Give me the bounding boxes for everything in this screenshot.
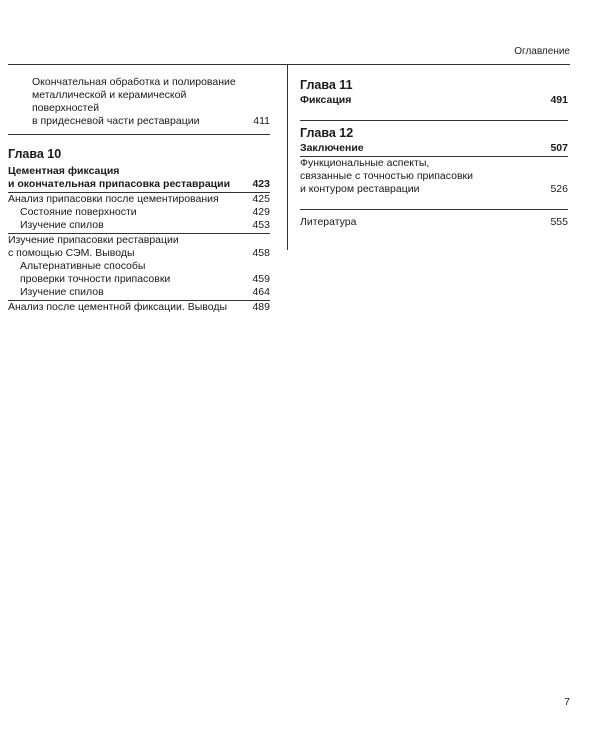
toc-entry-line: Альтернативные способы — [20, 260, 146, 272]
toc-page: 453 — [252, 219, 270, 231]
toc-page: 459 — [252, 273, 270, 285]
toc-page: 429 — [252, 206, 270, 218]
toc-entry-line: в придесневой части реставрации — [32, 115, 200, 127]
chapter-10-label: Глава 10 — [8, 147, 62, 161]
toc-entry-line: Изучение спилов — [20, 219, 104, 231]
toc-entry[interactable] — [8, 286, 270, 299]
toc-entry[interactable] — [8, 260, 270, 286]
toc-entry-line: Функциональные аспекты, — [300, 157, 430, 169]
chapter-title-line: и окончательная припасовка реставрации — [8, 178, 231, 190]
toc-page: 555 — [550, 216, 568, 228]
literature-title: Литература — [300, 216, 357, 228]
toc-entry[interactable] — [8, 206, 270, 219]
chapter-title-line: Цементная фиксация — [8, 165, 120, 177]
toc-entry-line: Изучение припасовки реставрации — [8, 234, 179, 246]
toc-page: 507 — [550, 142, 568, 154]
toc-entry-line: связанные с точностью припасовки — [300, 170, 474, 182]
toc-entry-line: Состояние поверхности — [20, 206, 137, 218]
toc-entry[interactable] — [8, 219, 270, 232]
toc-entry[interactable] — [8, 193, 270, 206]
toc-page: 464 — [252, 286, 270, 298]
toc-page: 425 — [252, 193, 270, 205]
toc-left-column — [8, 64, 270, 314]
toc-chapter-10-title[interactable] — [8, 165, 270, 191]
toc-entry-line: Анализ после цементной фиксации. Выводы — [8, 301, 228, 313]
toc-page: 411 — [253, 115, 270, 127]
toc-page: 526 — [550, 183, 568, 195]
toc-entry-line: Изучение спилов — [20, 286, 104, 298]
chapter-11-label: Глава 11 — [300, 78, 353, 92]
toc-page: 491 — [550, 94, 568, 106]
toc-entry-finishing[interactable] — [8, 76, 270, 128]
chapter-12-label: Глава 12 — [300, 126, 354, 140]
toc-page: 489 — [252, 301, 270, 313]
toc-entry-line: металлической и керамической поверхностей — [32, 89, 187, 114]
running-header: Оглавление — [514, 46, 570, 57]
toc-entry[interactable] — [8, 301, 270, 314]
toc-entry[interactable] — [8, 234, 270, 260]
toc-right-column — [300, 64, 568, 229]
toc-page: 423 — [252, 178, 270, 190]
toc-literature[interactable] — [300, 216, 568, 229]
toc-entry[interactable] — [300, 157, 568, 196]
toc-chapter-11-title[interactable] — [300, 94, 568, 107]
chapter-separator — [300, 209, 568, 210]
chapter-title: Заключение — [300, 142, 364, 154]
toc-chapter-12-title[interactable] — [300, 142, 568, 155]
page-number: 7 — [564, 696, 570, 708]
chapter-title: Фиксация — [300, 94, 352, 106]
toc-entry-line: проверки точности припасовки — [20, 273, 171, 285]
toc-entry-line: с помощью СЭМ. Выводы — [8, 247, 135, 259]
toc-entry-line: и контуром реставрации — [300, 183, 420, 195]
column-divider — [287, 64, 288, 250]
chapter-separator — [8, 134, 270, 135]
toc-entry-line: Анализ припасовки после цементирования — [8, 193, 219, 205]
toc-page: 458 — [252, 247, 270, 259]
chapter-separator — [300, 120, 568, 121]
toc-entry-line: Окончательная обработка и полирование — [32, 76, 236, 88]
